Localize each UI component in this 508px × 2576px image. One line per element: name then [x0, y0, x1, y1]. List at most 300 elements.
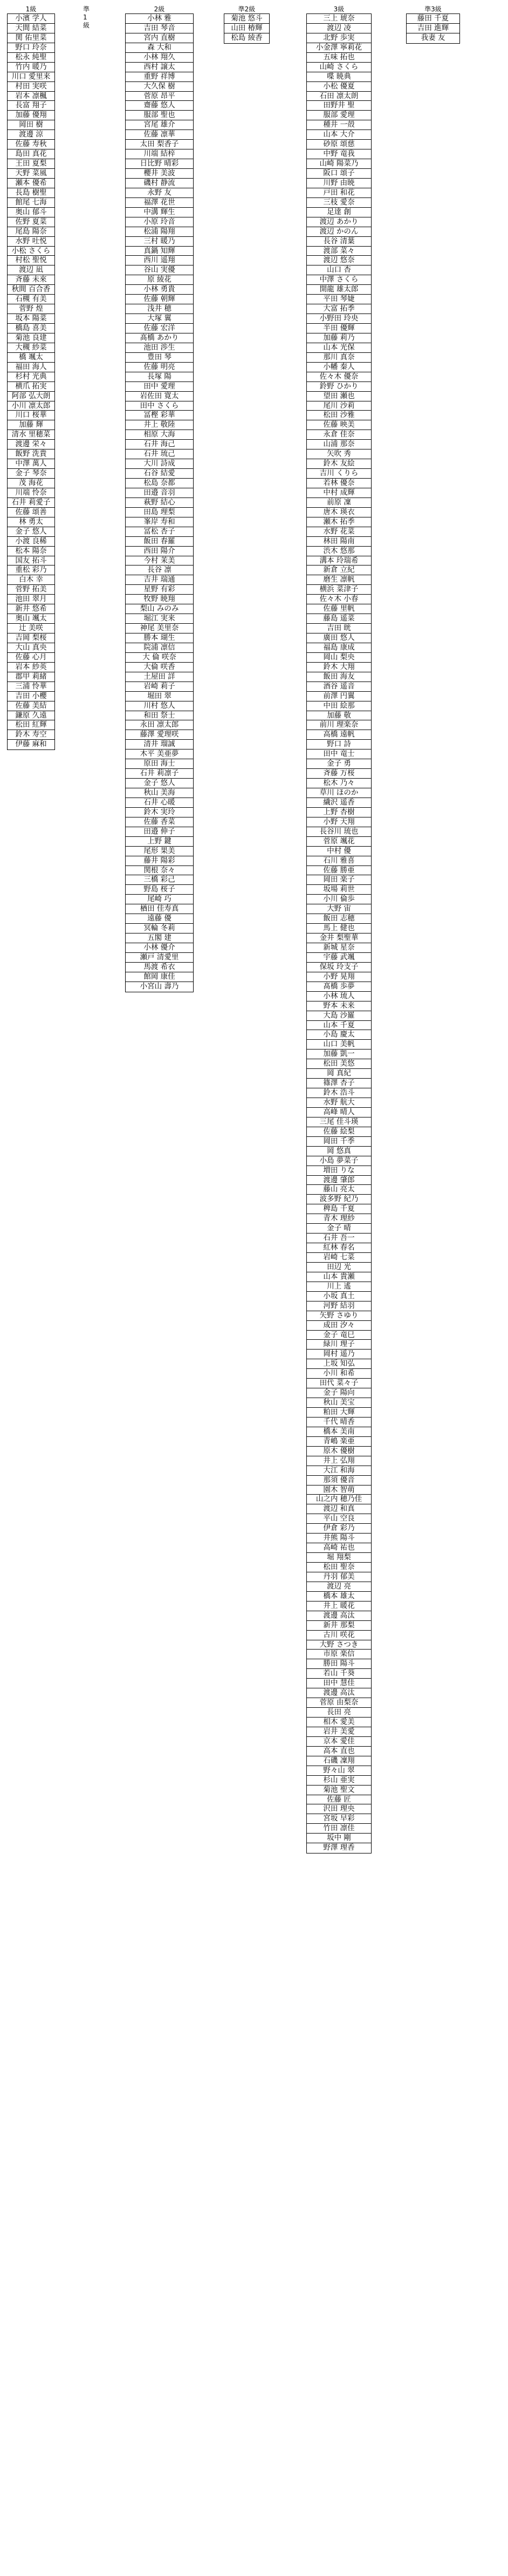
name-cell: 野本 未来 [307, 1001, 371, 1011]
level-column-3 [306, 5, 372, 1853]
name-cell: 上坂 知弘 [307, 1359, 371, 1369]
name-cell: 波多野 紀乃 [307, 1195, 371, 1204]
name-cell: 山本 光保 [307, 343, 371, 353]
name-cell: 遠藤 優 [126, 914, 193, 924]
name-cell: 茂 海花 [8, 479, 54, 488]
name-cell: 山浦 那奈 [307, 440, 371, 449]
name-cell: 佐藤 寿秋 [8, 140, 54, 149]
name-cell: 大江 和海 [307, 1466, 371, 1476]
name-cell: 渡辺 凌 [307, 24, 371, 33]
name-cell: 加藤 輝 [8, 420, 54, 430]
name-cell: 石井 琉己 [126, 449, 193, 459]
name-cell: 菊池 良建 [8, 333, 54, 343]
name-cell: 野口 詩 [307, 740, 371, 749]
name-cell: 水野 航大 [307, 1098, 371, 1108]
name-cell: 川上 遙 [307, 1282, 371, 1292]
name-cell: 小島 慶太 [307, 1030, 371, 1040]
name-cell: 若山 千葵 [307, 1669, 371, 1679]
name-cell: 三尾 佳斗瑛 [307, 1117, 371, 1127]
name-cell: 川口 愛里来 [8, 72, 54, 82]
column-title: 準2級 [238, 5, 256, 13]
name-cell: 福澤 花世 [126, 198, 193, 208]
name-cell: 松浦 陽翔 [126, 227, 193, 237]
name-cell: 渡部 菜々 [307, 247, 371, 256]
name-cell: 小林 雅 [126, 14, 193, 24]
name-cell: 岡田 樹 [8, 120, 54, 130]
name-cell: 那須 優音 [307, 1476, 371, 1485]
name-cell: 金子 琴奈 [8, 469, 54, 479]
name-cell: 小川 倫歩 [307, 895, 371, 904]
column-title: 1級 [25, 5, 37, 13]
name-cell: 中溝 輝生 [126, 208, 193, 217]
name-cell: 服部 聖也 [126, 111, 193, 120]
name-cell: 金井 梨聖華 [307, 933, 371, 943]
name-cell: 佐藤 勝亜 [307, 866, 371, 876]
name-cell: 大久保 樹 [126, 82, 193, 92]
name-cell: 磯村 静流 [126, 179, 193, 188]
name-cell: 草川 ほのか [307, 788, 371, 798]
name-cell: 宮坂 早彩 [307, 1814, 371, 1824]
name-cell: 橋本 雄太 [307, 1592, 371, 1602]
name-cell: 山田 椿輝 [224, 24, 269, 33]
name-cell: 今村 茉美 [126, 556, 193, 566]
name-cell: 田中 竜士 [307, 749, 371, 759]
name-cell: 馬渡 希衣 [126, 963, 193, 972]
name-cell: 瀬戸 清愛里 [126, 953, 193, 963]
name-cell: 太田 梨香子 [126, 140, 193, 149]
name-cell: 増田 りな [307, 1166, 371, 1176]
name-cell: 小林 勇貴 [126, 285, 193, 295]
name-cell: 平田 琴婕 [307, 295, 371, 304]
name-cell: 橋島 喜美 [8, 324, 54, 333]
name-cell: 鈴木 浩斗 [307, 1088, 371, 1098]
name-cell: 田代 菜々子 [307, 1379, 371, 1388]
name-cell: 三村 暖乃 [126, 237, 193, 247]
name-cell: 佐々木 優奈 [307, 372, 371, 382]
level-column-1 [7, 5, 55, 750]
name-cell: 橋 颯太 [8, 353, 54, 363]
name-cell: 加藤 優翔 [8, 111, 54, 120]
name-cell: 大富 拓季 [307, 304, 371, 314]
name-cell: 小松 さくら [8, 247, 54, 256]
name-cell: 佐藤 里帆 [307, 604, 371, 614]
name-cell: 福島 康成 [307, 643, 371, 653]
name-cell: 山本 大介 [307, 130, 371, 140]
name-cell: 佐藤 匠 [307, 1795, 371, 1805]
name-list [224, 13, 270, 44]
name-cell: 三上 琥奈 [307, 14, 371, 24]
name-cell: 谷山 実優 [126, 265, 193, 275]
name-cell: 渡邊 肇郎 [307, 1176, 371, 1185]
name-cell: 菅原 颯花 [307, 837, 371, 847]
name-cell: 金子 悠人 [8, 527, 54, 537]
name-cell: 矢野 さゆり [307, 1311, 371, 1321]
name-cell: 石井 莉凛子 [126, 769, 193, 779]
name-cell: 館岡 康佳 [126, 972, 193, 982]
name-cell: 佐藤 絵梨 [307, 1127, 371, 1137]
name-cell: 大野 宙 [307, 904, 371, 914]
name-cell: 森 大和 [126, 43, 193, 53]
name-cell: 高橋 遠帆 [307, 730, 371, 740]
name-cell: 石井 莉愛子 [8, 498, 54, 508]
name-cell: 鈴野 ひかり [307, 382, 371, 392]
name-cell: 北野 歩実 [307, 33, 371, 43]
name-cell: 三枝 愛奈 [307, 198, 371, 208]
name-cell: 川端 結梓 [126, 149, 193, 159]
name-cell: 大山 真央 [8, 643, 54, 653]
name-cell: 繊沢 遥香 [307, 798, 371, 808]
name-cell: 竹田 凛佳 [307, 1824, 371, 1834]
name-cell: 石川 雅喜 [307, 856, 371, 866]
name-cell: 秋山 美海 [126, 788, 193, 798]
name-cell: 藤山 亮太 [307, 1185, 371, 1195]
name-cell: 吉田 琴音 [126, 24, 193, 33]
name-cell: 齋藤 悠人 [126, 101, 193, 111]
name-cell: 新井 那梨 [307, 1621, 371, 1631]
name-cell: 馬上 健也 [307, 924, 371, 933]
name-cell: 石井 心暖 [126, 798, 193, 808]
name-cell: 丹羽 郁美 [307, 1572, 371, 1582]
name-cell: 若林 優奈 [307, 479, 371, 488]
name-cell: 喋 暁典 [307, 72, 371, 82]
name-cell: 渡邊 涼 [8, 130, 54, 140]
name-cell: 渡辺 かのん [307, 227, 371, 237]
name-cell: 長谷 凛 [126, 565, 193, 575]
name-cell: 小坂 真土 [307, 1292, 371, 1301]
name-cell: 原木 優樹 [307, 1447, 371, 1456]
name-cell: 西村 譲太 [126, 63, 193, 72]
name-cell: 中澤 萬人 [8, 459, 54, 469]
name-cell: 尾川 沙莉 [307, 401, 371, 411]
name-cell: 石田 凛太朗 [307, 92, 371, 101]
name-cell: 鈴木 大翔 [307, 663, 371, 672]
name-cell: 峯岸 寿和 [126, 517, 193, 527]
name-cell: 重野 祥博 [126, 72, 193, 82]
name-cell: 土屋田 詳 [126, 672, 193, 682]
name-cell: 伊藤 麻和 [15, 740, 47, 749]
name-list [306, 13, 372, 1853]
name-cell: 飯田 志穂 [307, 914, 371, 924]
name-cell: 戸田 和花 [307, 188, 371, 198]
name-cell: 前川 理楽奈 [307, 720, 371, 730]
name-cell: 坂本 陽菜 [8, 314, 54, 324]
name-cell: 小濱 学人 [8, 14, 54, 24]
name-cell: 楢田 佳寿真 [126, 904, 193, 914]
name-cell: 新倉 立紀 [307, 565, 371, 575]
name-cell: 長谷 清葉 [307, 237, 371, 247]
name-cell: 田野井 聖 [307, 101, 371, 111]
name-cell: 小林 琉人 [307, 992, 371, 1001]
name-cell: 小松 優夏 [307, 82, 371, 92]
name-cell: 藤島 遥菜 [307, 614, 371, 624]
name-cell: 梨山 みのみ [126, 604, 193, 614]
name-cell: 横爪 拓実 [8, 382, 54, 392]
name-cell: 真鍋 知輝 [126, 247, 193, 256]
name-cell: 岩本 紗英 [8, 663, 54, 672]
name-cell: 岡田 千季 [307, 1137, 371, 1147]
name-cell: 石磯 凜翔 [307, 1756, 371, 1766]
name-cell: 星野 有彩 [126, 585, 193, 595]
name-cell: 山崎 陽菜乃 [307, 159, 371, 169]
name-cell: 前原 凜 [307, 498, 371, 508]
name-cell: 大塚 翼 [126, 314, 193, 324]
name-cell: 大倫 咲香 [126, 663, 193, 672]
name-cell: 京本 愛佳 [307, 1737, 371, 1747]
name-cell: 西田 陽介 [126, 547, 193, 556]
level-column-pre2 [224, 5, 270, 44]
name-cell: 五味 拓也 [307, 53, 371, 63]
name-cell: 緑川 理子 [307, 1340, 371, 1350]
name-cell: 金子 陽向 [307, 1388, 371, 1398]
name-cell: 那川 真奈 [307, 353, 371, 363]
name-cell: 渡辺 あかり [307, 217, 371, 227]
name-cell: 吉田 晄 [307, 624, 371, 633]
name-cell: 山本 貴瀬 [307, 1272, 371, 1282]
name-cell: 杉村 光典 [8, 372, 54, 382]
name-cell: 河野 結羽 [307, 1301, 371, 1311]
name-cell: 水野 花菜 [307, 527, 371, 537]
name-cell: 渡辺 和真 [307, 1504, 371, 1514]
name-cell: 保坂 玲支子 [307, 963, 371, 972]
name-cell: 田中 愛理 [126, 382, 193, 392]
name-cell: 吉田 小櫻 [8, 692, 54, 701]
name-cell: 郡甲 莉緒 [8, 672, 54, 682]
name-cell: 冨樫 彩華 [126, 411, 193, 420]
name-cell: 永野 友 [126, 188, 193, 198]
name-cell: 開龍 雄太郎 [307, 285, 371, 295]
name-cell: 萩野 結心 [126, 498, 193, 508]
name-cell: 岡山 梨央 [307, 653, 371, 663]
name-cell: 稗島 千夏 [307, 1204, 371, 1214]
name-cell: 岩崎 莉子 [126, 682, 193, 692]
name-cell: 天間 結菜 [8, 24, 54, 33]
name-cell: 永田 凛太郎 [126, 720, 193, 730]
name-cell: 鎌原 久遠 [8, 711, 54, 721]
name-cell: 園木 智萌 [307, 1485, 371, 1495]
name-cell: 原田 海士 [126, 759, 193, 769]
name-cell: 中村 成輝 [307, 488, 371, 498]
name-cell: 高崎 祐也 [307, 1543, 371, 1553]
name-cell: 野々山 翠 [307, 1766, 371, 1776]
name-cell: 日比野 晴彩 [126, 159, 193, 169]
name-cell: 大川 詩成 [126, 459, 193, 469]
name-cell: 唐木 瑛衣 [307, 508, 371, 517]
name-cell: 渡辺 亮 [307, 1582, 371, 1592]
name-cell: 石谷 結愛 [126, 469, 193, 479]
name-cell: 小野 天翔 [307, 817, 371, 827]
name-cell: 大野 さつき [307, 1640, 371, 1650]
name-cell: 石井 海己 [126, 440, 193, 449]
level-column-2 [125, 5, 194, 992]
name-cell: 吉川 くりら [307, 469, 371, 479]
name-cell: 五閣 建 [126, 933, 193, 943]
name-cell: 矢吹 秀 [307, 449, 371, 459]
name-cell: 秋間 百合香 [8, 285, 54, 295]
name-cell: 阪口 頌子 [307, 169, 371, 179]
name-cell: 松田 沙雅 [307, 411, 371, 420]
name-cell: 長谷川 琉也 [307, 827, 371, 837]
name-cell: 小宮山 壽乃 [140, 982, 179, 991]
name-cell: 望田 瀬也 [307, 392, 371, 401]
name-cell: 木平 美亜夢 [126, 749, 193, 759]
name-cell: 篠澤 杏子 [307, 1079, 371, 1088]
name-cell: 菅野 拓美 [8, 585, 54, 595]
name-cell: 菅原 由梨奈 [307, 1698, 371, 1708]
name-cell: 館尾 七海 [8, 198, 54, 208]
name-cell: 小原 玲音 [126, 217, 193, 227]
name-cell: 小野 晃翔 [307, 972, 371, 982]
name-cell: 石槻 有美 [8, 295, 54, 304]
name-cell: 浅井 穂 [126, 304, 193, 314]
name-cell: 砂原 頌慈 [307, 140, 371, 149]
name-cell: 岩本 凛楓 [8, 92, 54, 101]
name-cell: 渡邊 栄々 [8, 440, 54, 449]
name-cell: 山崎 さくら [307, 63, 371, 72]
name-cell: 服部 愛理 [307, 111, 371, 120]
name-cell: 永倉 佳奈 [307, 430, 371, 440]
name-cell: 酒谷 遥音 [307, 682, 371, 692]
name-cell: 渋木 悠那 [307, 547, 371, 556]
name-cell: 村松 聖悦 [8, 256, 54, 265]
name-cell: 白木 幸 [8, 575, 54, 585]
name-cell: 野島 桜子 [126, 885, 193, 895]
name-cell: 和田 祭士 [126, 711, 193, 721]
name-cell: 飯田 海友 [307, 672, 371, 682]
name-cell: 中澤 さくら [307, 275, 371, 285]
name-cell: 神尾 美里奈 [126, 624, 193, 633]
name-cell: 瀬木 拓季 [307, 517, 371, 527]
name-cell: 尾崎 巧 [126, 895, 193, 904]
name-cell: 小渡 良稀 [8, 537, 54, 547]
name-cell: 岡 真紀 [307, 1069, 371, 1079]
name-cell: 田島 理梨 [126, 508, 193, 517]
name-cell: 佐藤 凛華 [126, 130, 193, 140]
name-cell: 吉井 瑞通 [126, 575, 193, 585]
name-cell: 中田 絵那 [307, 701, 371, 711]
name-cell: 国友 拓斗 [8, 556, 54, 566]
name-cell: 西川 遥翔 [126, 256, 193, 265]
name-cell: 関根 奈々 [126, 866, 193, 876]
name-cell: 辻 美咲 [8, 624, 54, 633]
name-cell: 池田 渉生 [126, 343, 193, 353]
name-cell: 阿部 弘大朗 [8, 392, 54, 401]
name-cell: 松田 聖奈 [307, 1563, 371, 1572]
name-cell: 磨生 凛帆 [307, 575, 371, 585]
name-cell: 鈴木 寿空 [8, 730, 54, 740]
name-cell: 松永 純聖 [8, 53, 54, 63]
name-cell: 渡辺 悠奈 [307, 256, 371, 265]
name-cell: 我妻 友 [421, 33, 445, 42]
name-cell: 高峰 晴人 [307, 1108, 371, 1117]
name-cell: 山本 千夏 [307, 1021, 371, 1031]
name-cell: 院浦 凛信 [126, 643, 193, 653]
name-cell: 川端 怜奈 [8, 488, 54, 498]
name-cell: 前澤 円翼 [307, 692, 371, 701]
name-cell: 清井 瑠誠 [126, 740, 193, 749]
name-cell: 加藤 莉乃 [307, 333, 371, 343]
name-cell: 田邉 音羽 [126, 488, 193, 498]
name-cell: 大島 沙羅 [307, 1011, 371, 1021]
name-cell: 王田 夏梨 [8, 159, 54, 169]
name-cell: 斉藤 未來 [8, 275, 54, 285]
name-cell: 小島 夢菜子 [307, 1156, 371, 1166]
name-cell: 菊池 悠斗 [224, 14, 269, 24]
name-cell: 金子 勇 [307, 759, 371, 769]
name-cell: 田邉 伸子 [126, 827, 193, 837]
name-cell: 菅野 煌 [8, 304, 54, 314]
name-cell: 古川 咲花 [307, 1631, 371, 1640]
level-column-pre3 [406, 5, 460, 44]
name-cell: 水野 吐悦 [8, 237, 54, 247]
name-cell: 粕田 大輝 [307, 1408, 371, 1418]
name-cell: 上野 杏樹 [307, 808, 371, 817]
name-cell: 紅林 春名 [307, 1243, 371, 1253]
name-cell: 勝本 瑚生 [126, 633, 193, 643]
name-cell: 相原 大海 [126, 430, 193, 440]
name-cell: 堀田 翠 [126, 692, 193, 701]
name-cell: 村田 実咲 [8, 82, 54, 92]
name-cell: 沢田 理央 [307, 1804, 371, 1814]
name-cell: 秋山 美宝 [307, 1398, 371, 1408]
name-cell: 髙橋 あかり [126, 333, 193, 343]
name-cell: 青木 理紗 [307, 1214, 371, 1224]
name-cell: 松木 乃々 [307, 779, 371, 788]
name-cell: 中村 優 [307, 847, 371, 856]
name-cell: 伊倉 彩乃 [307, 1524, 371, 1534]
name-cell: 大槻 紗菜 [8, 343, 54, 353]
name-cell: 天野 菜風 [8, 169, 54, 179]
name-cell: 斉藤 万桜 [307, 769, 371, 779]
name-cell: 佐藤 明亮 [126, 363, 193, 372]
name-cell: 奥山 颯太 [8, 614, 54, 624]
name-cell: 三橋 彩己 [126, 875, 193, 885]
name-cell: 加藤 敬 [307, 711, 371, 721]
name-cell: 野澤 理香 [323, 1843, 355, 1852]
name-cell: 堀 翔梨 [307, 1553, 371, 1563]
name-cell: 小金澤 寧莉花 [307, 43, 371, 53]
name-cell: 種井 一殻 [307, 120, 371, 130]
name-cell: 長塚 陽 [126, 372, 193, 382]
name-cell: 横浜 菜津子 [307, 585, 371, 595]
name-cell: 島田 真花 [8, 149, 54, 159]
name-cell: 三浦 怜華 [8, 682, 54, 692]
name-cell: 田中 慧佳 [307, 1679, 371, 1688]
name-cell: 尾形 果美 [126, 847, 193, 856]
name-cell: 高本 直也 [307, 1747, 371, 1756]
name-cell: 新城 星奈 [307, 943, 371, 953]
name-cell: 佐藤 朝輝 [126, 295, 193, 304]
name-cell: 長島 樹聖 [8, 188, 54, 198]
name-cell: 大 倫 咲奈 [126, 653, 193, 663]
name-cell: 市原 楽信 [307, 1650, 371, 1659]
name-cell: 山之内 穂乃佳 [307, 1495, 371, 1504]
name-cell: 川野 由暁 [307, 179, 371, 188]
name-cell: 中野 竜我 [307, 149, 371, 159]
name-cell: 佐々木 小春 [307, 595, 371, 604]
name-cell: 小林 翔久 [126, 53, 193, 63]
name-cell: 勝田 陽斗 [307, 1659, 371, 1669]
name-cell: 佐藤 映美 [307, 420, 371, 430]
name-cell: 吉岡 梨桜 [8, 633, 54, 643]
name-cell: 金子 晴 [307, 1224, 371, 1234]
name-cell: 井上 弘翔 [307, 1456, 371, 1466]
name-cell: 尾島 陽奈 [8, 227, 54, 237]
name-cell: 足達 創 [307, 208, 371, 217]
name-cell: 飯野 洗貴 [8, 449, 54, 459]
name-cell: 井上 敬陸 [126, 420, 193, 430]
name-cell: 藤澤 愛理咲 [126, 730, 193, 740]
name-cell: 豊田 琴 [126, 353, 193, 363]
